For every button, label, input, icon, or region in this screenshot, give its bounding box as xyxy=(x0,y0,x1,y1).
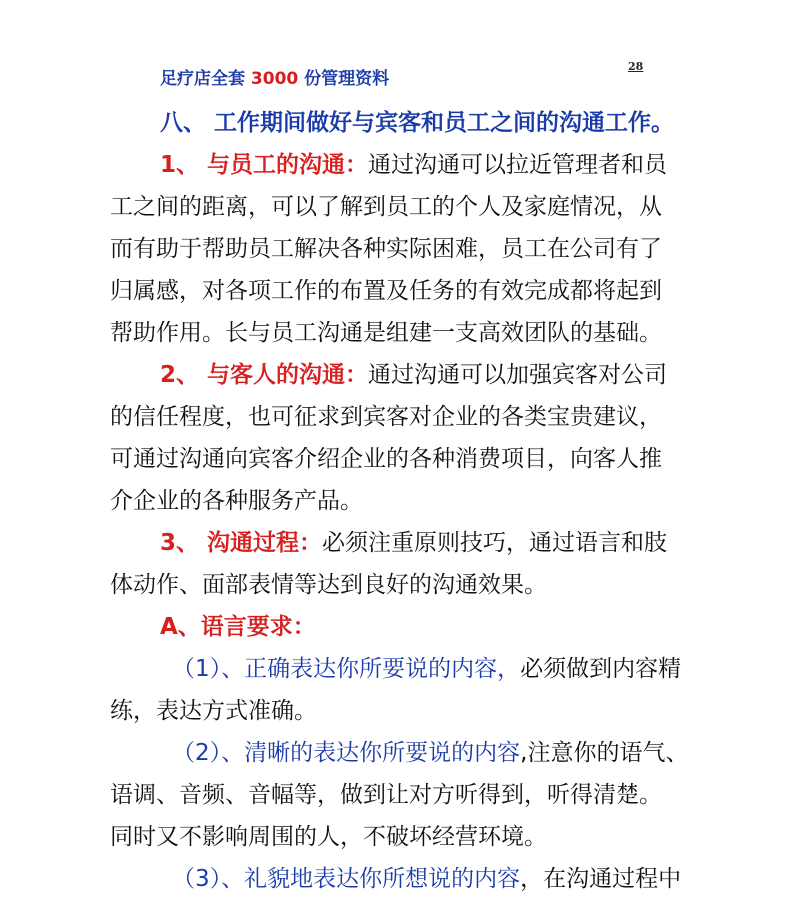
item3-line-0: 必须注重原则技巧，通过语言和肢 xyxy=(322,530,668,556)
item2-line-1: 的信任程度，也可征求到宾客对企业的各类宝贵建议， xyxy=(110,404,662,430)
req1-line-0: 必须做到内容精 xyxy=(520,656,682,682)
header-number: 3000 xyxy=(250,69,299,89)
req3-first-line xyxy=(172,864,681,894)
req1-first-line xyxy=(172,654,681,684)
subsection-a-title: A、语言要求： xyxy=(160,614,316,640)
req3-heading: （3）、礼貌地表达你所想说的内容 xyxy=(172,866,521,892)
section-title: 八、 工作期间做好与宾客和员工之间的沟通工作。 xyxy=(160,110,675,136)
req2-line-2: 同时又不影响周围的人，不破坏经营环境。 xyxy=(110,824,547,850)
item1-line-3: 归属感，对各项工作的布置及任务的有效完成都将起到 xyxy=(110,278,662,304)
req2-heading: （2）、清晰的表达你所要说的内容 xyxy=(172,740,521,766)
item1-line-4: 帮助作用。长与员工沟通是组建一支高效团队的基础。 xyxy=(110,320,662,346)
req2-line-0: ,注意你的语气、 xyxy=(520,740,689,766)
item2-line-0: 通过沟通可以加强宾客对公司 xyxy=(368,362,668,388)
document-header xyxy=(160,64,389,89)
item1-line-2: 而有助于帮助员工解决各种实际困难，员工在公司有了 xyxy=(110,236,662,262)
item1-first-line xyxy=(160,150,667,180)
item3-first-line xyxy=(160,528,667,558)
item1-line-0: 通过沟通可以拉近管理者和员 xyxy=(368,152,668,178)
item1-line-1: 工之间的距离，可以了解到员工的个人及家庭情况，从 xyxy=(110,194,662,220)
req1-heading: （1）、正确表达你所要说的内容， xyxy=(172,656,521,682)
item3-heading: 3、 沟通过程： xyxy=(160,530,323,556)
item3-line-1: 体动作、面部表情等达到良好的沟通效果。 xyxy=(110,572,547,598)
req3-line-0: ，在沟通过程中 xyxy=(520,866,682,892)
header-prefix: 足疗店全套 xyxy=(160,69,245,89)
header-suffix: 份管理资料 xyxy=(304,69,390,89)
item2-line-3: 介企业的各种服务产品。 xyxy=(110,488,363,514)
page-number: 28 xyxy=(628,60,644,73)
req2-first-line xyxy=(172,738,688,768)
item2-first-line xyxy=(160,360,667,390)
item1-heading: 1、 与员工的沟通： xyxy=(160,152,369,178)
item2-line-2: 可通过沟通向宾客介绍企业的各种消费项目，向客人推 xyxy=(110,446,662,472)
req1-line-1: 练，表达方式准确。 xyxy=(110,698,317,724)
req2-line-1: 语调、音频、音幅等，做到让对方听得到，听得清楚。 xyxy=(110,782,662,808)
item2-heading: 2、 与客人的沟通： xyxy=(160,362,369,388)
